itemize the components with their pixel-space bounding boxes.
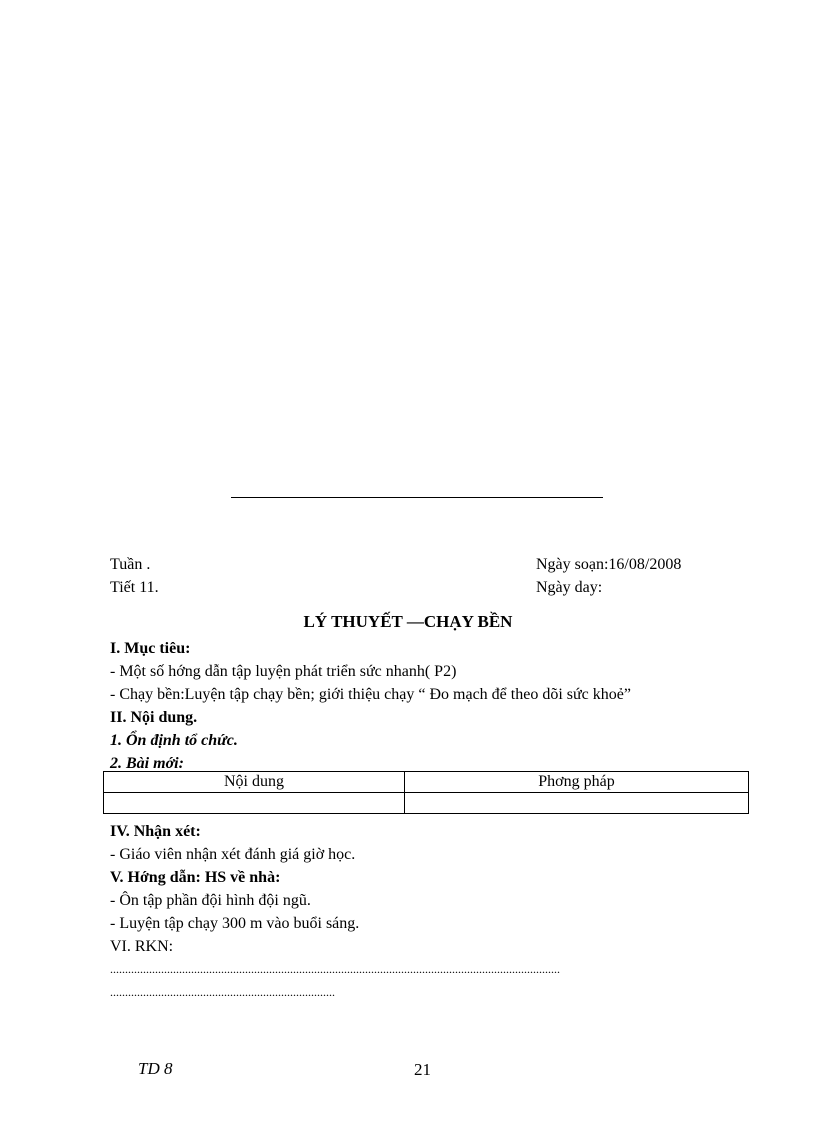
column-header-content: Nội dung: [104, 772, 405, 793]
homework-item: - Luyện tập chạy 300 m vào buổi sáng.: [110, 915, 360, 932]
homework-heading: V. Hớng dẫn: HS về nhà:: [110, 869, 281, 886]
objective-item: - Một số hớng dẫn tập luyện phát triển sức nhanh( P2): [110, 663, 457, 680]
lesson-table: [103, 771, 749, 814]
table-cell: [405, 793, 749, 814]
rkn-heading: VI. RKN:: [110, 938, 174, 955]
page-number: 21: [414, 1060, 431, 1079]
homework-item: - Ôn tập phần đội hình đội ngũ.: [110, 892, 311, 909]
prepared-date: Ngày soạn:16/08/2008: [536, 556, 682, 573]
page-title: LÝ THUYẾT —CHẠY BỀN: [303, 612, 513, 631]
review-item: - Giáo viên nhận xét đánh giá giờ học.: [110, 846, 356, 863]
organization-heading: 1. Ổn định tổ chức.: [110, 732, 238, 749]
rkn-dotted-line: ......................................................................................................................................................: [110, 962, 560, 976]
table-row: [104, 793, 749, 814]
objective-item: - Chạy bền:Luyện tập chạy bền; giới thiệu chạy “ Đo mạch để theo dõi sức khoẻ”: [110, 686, 631, 703]
top-divider-line: [231, 497, 603, 498]
column-header-method: Phơng pháp: [405, 772, 749, 793]
period-label: Tiết 11.: [110, 579, 159, 596]
new-lesson-heading: 2. Bài mới:: [110, 755, 184, 772]
footer-code: TD 8: [138, 1059, 173, 1078]
rkn-dotted-line: ...........................................................................: [110, 985, 335, 999]
week-label: Tuần .: [110, 556, 151, 573]
content-heading: II. Nội dung.: [110, 709, 198, 726]
table-cell: [104, 793, 405, 814]
objectives-heading: I. Mục tiêu:: [110, 640, 191, 657]
table-header-row: [104, 772, 749, 793]
teaching-date: Ngày day:: [536, 579, 603, 596]
review-heading: IV. Nhận xét:: [110, 823, 201, 840]
